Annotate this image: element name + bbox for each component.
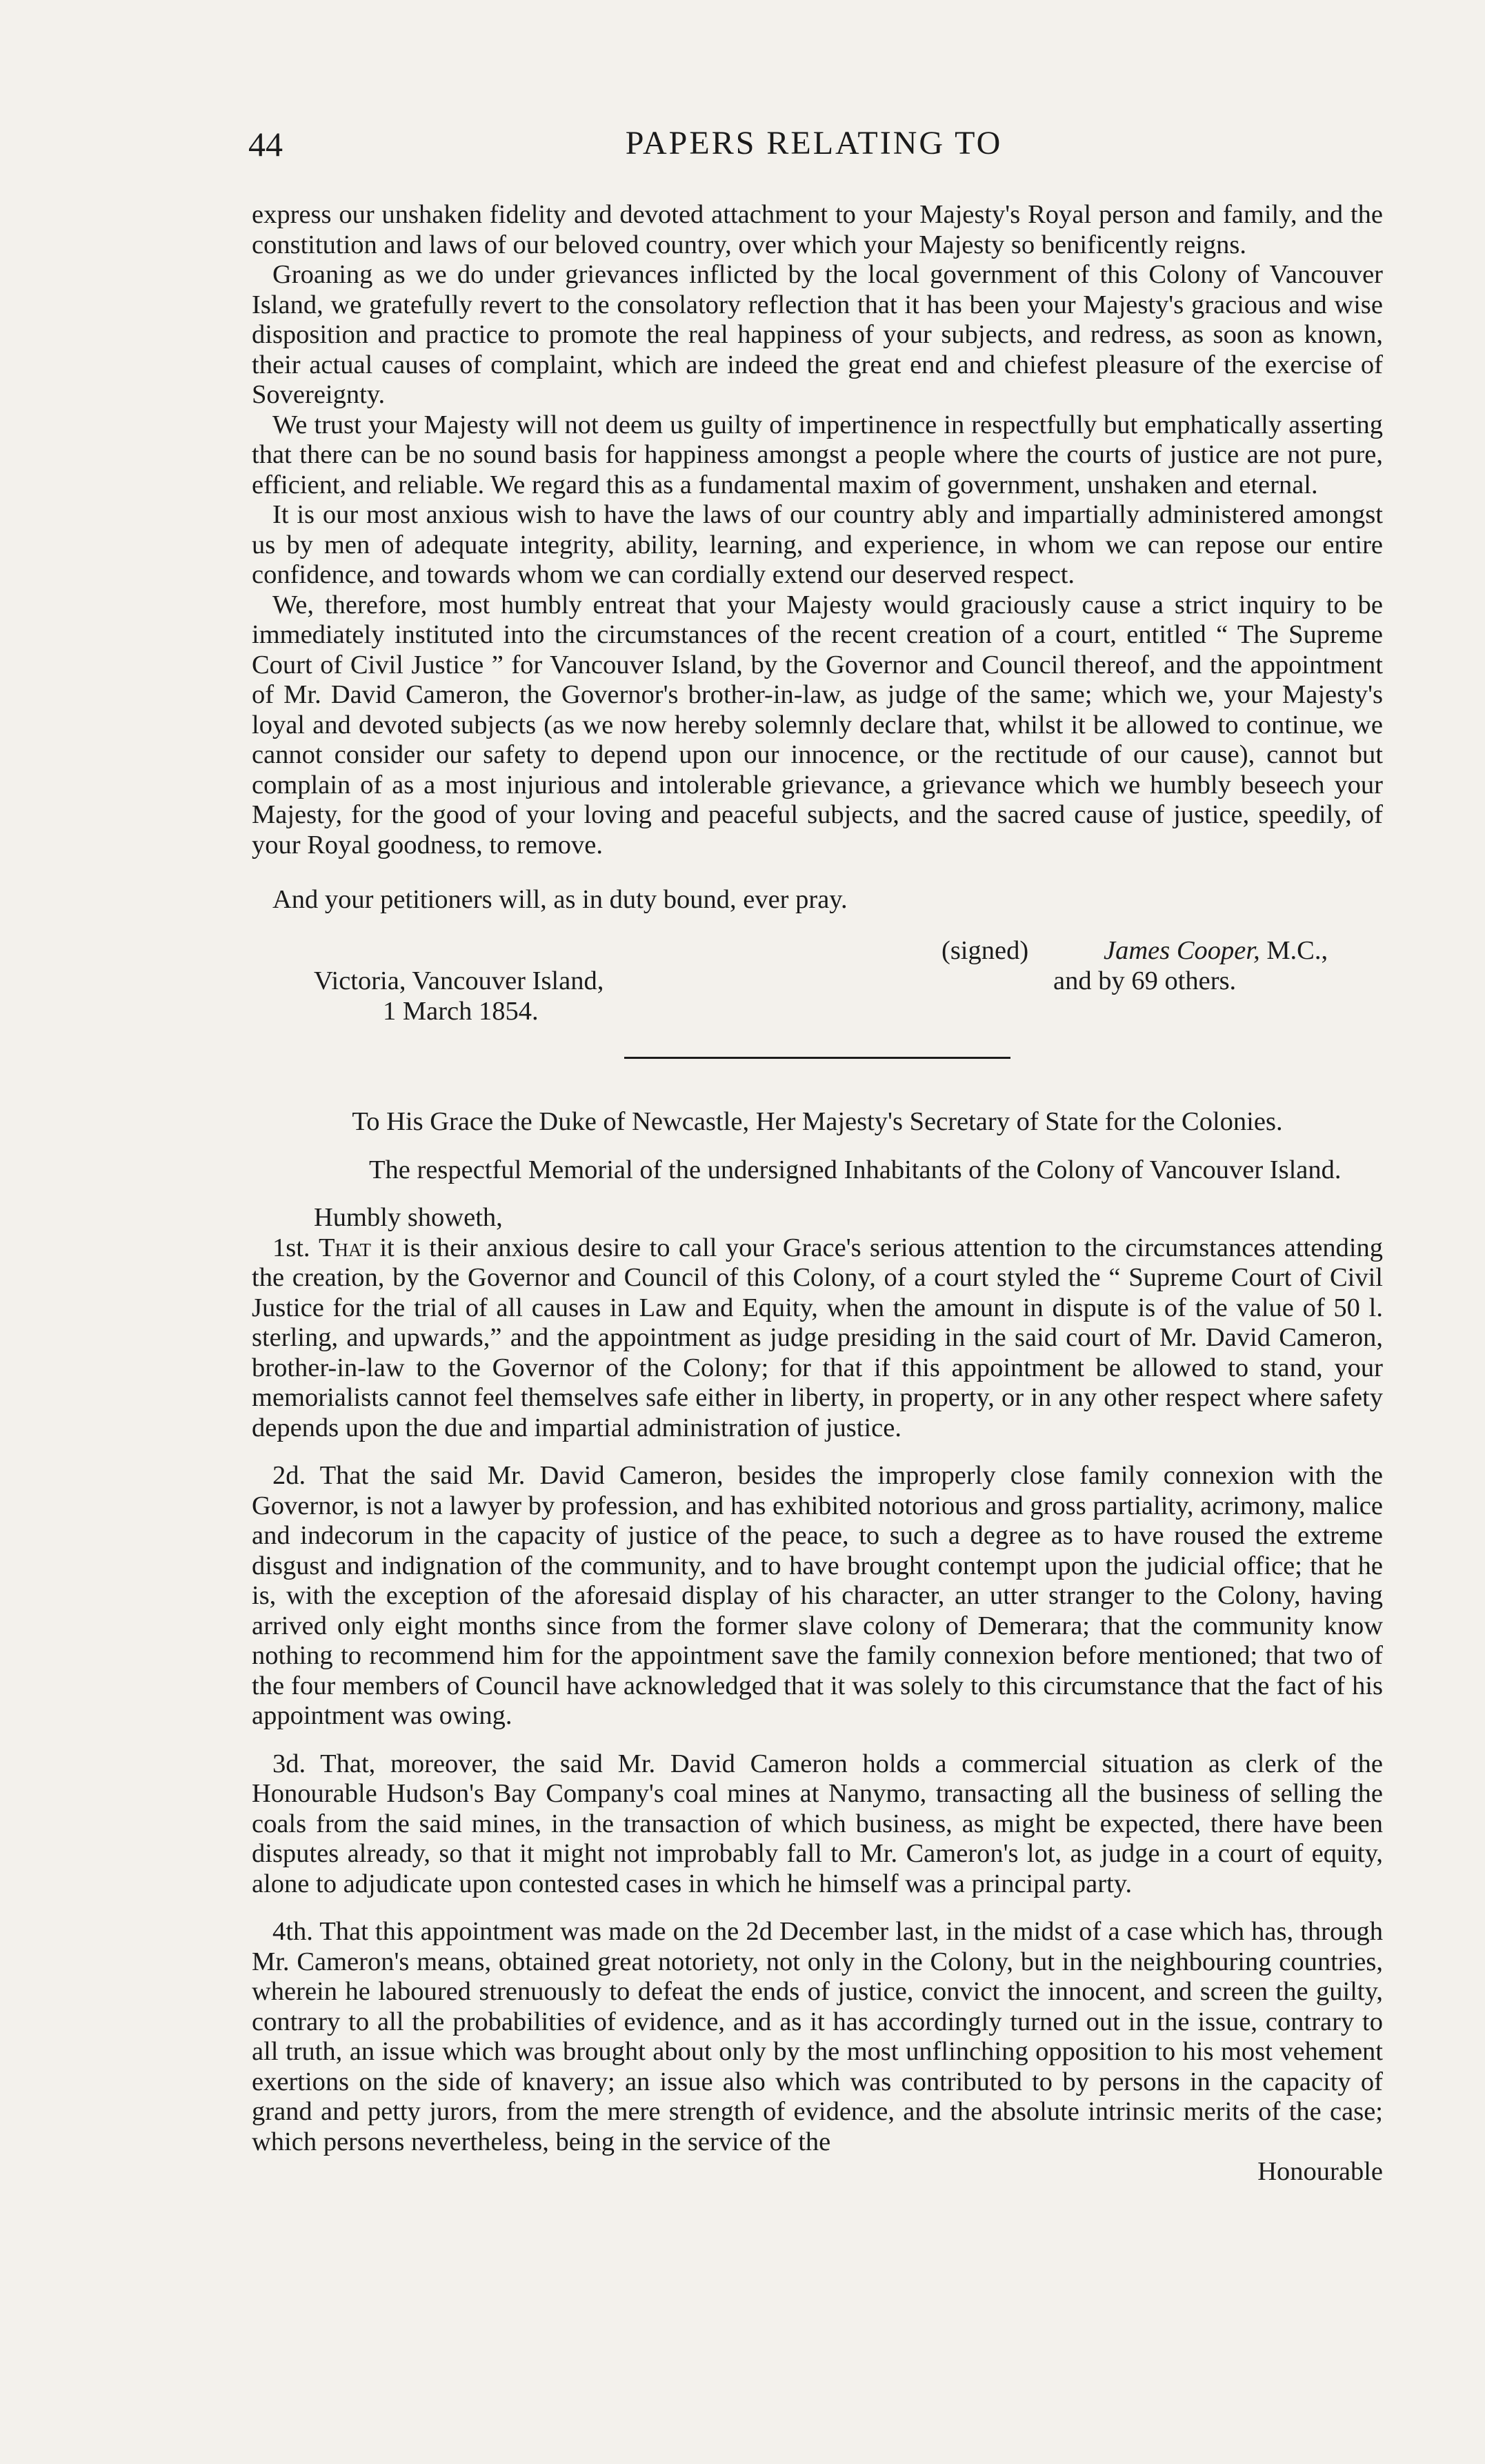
- petition-closing: And your petitioners will, as in duty bound, ever pray.: [272, 885, 848, 914]
- signature-block: [252, 936, 1383, 997]
- memorial-item: 4th. That this appointment was made on the 2d December last, in the midst of a case which has, through Mr. Cameron's means, obtained great notoriety, not only in the Colony, but in the neighbouring countries, wherein he laboured strenuously to defeat the ends of justice, convict the innocent, and screen the guilty, contrary to all the probabilities of evidence, and as it has accordingly turned out in the issue, contrary to all truth, an issue which was brought about only by the most unflinching opposition to his most vehement exertions on the side of knavery; an issue also which was contributed to by persons in the capacity of grand and petty jurors, from the mere strength of evidence, and the absolute intrinsic merits of the case; which persons nevertheless, being in the service of the: [252, 1917, 1383, 2156]
- signer-suffix: M.C.,: [1266, 935, 1328, 965]
- page-header: [248, 124, 1379, 172]
- page-body: [252, 200, 1383, 2187]
- petition-paragraph: Groaning as we do under grievances inflicted by the local government of this Colony of Vancouver Island, we gratefully revert to the consolatory reflection that it has been your Majesty's gracious and wise disposition and practice to promote the real happiness of your subjects, and redress, as soon as known, their actual causes of complaint, which are indeed the great end and chiefest pleasure of the exercise of Sovereignty.: [252, 260, 1383, 409]
- item-lead-word: That: [318, 1233, 371, 1262]
- signer-name: [1104, 936, 1328, 966]
- memorial-greeting: Humbly showeth,: [314, 1203, 503, 1232]
- section-divider: [624, 1057, 1010, 1059]
- item-text: it is their anxious desire to call your Grace's serious attention to the circumstances attending the creation, by the Governor and Council of this Colony, of a court styled the “ Supreme Court of Civil Justice for the trial of all causes in Law and Equity, when the amount in dispute is of the value of 50 l. sterling, and upwards,” and the appointment as judge presiding in the said court of Mr. David Cameron, brother-in-law to the Governor of the Colony; for that if this appointment be allowed to stand, your memorialists cannot feel themselves safe either in liberty, in property, or in any other respect where safety depends upon the due and impartial administration of justice.: [252, 1233, 1384, 1442]
- petition-paragraph: It is our most anxious wish to have the laws of our country ably and impartially administered amongst us by men of adequate integrity, ability, learning, and experience, in whom we can repose our entire confidence, and towards whom we can cordially extend our deserved respect.: [252, 500, 1383, 589]
- memorial-item: 2d. That the said Mr. David Cameron, besides the improperly close family connexion with the Governor, is not a lawyer by profession, and has exhibited notorious and gross partiality, acrimony, malice and indecorum in the capacity of justice of the peace, to such a degree as to have roused the extreme disgust and indignation of the community, and to have brought contempt upon the judicial office; that he is, with the exception of the aforesaid display of his character, an utter stranger to the Colony, having arrived only eight months since from the former slave colony of Demerara; that the community know nothing to recommend him for the appointment save the family connexion before mentioned; that two of the four members of Council have acknowledged that it was solely to this circumstance that the fact of his appointment was owing.: [252, 1461, 1383, 1730]
- signature-place: Victoria, Vancouver Island,: [314, 966, 604, 995]
- signed-label: (signed): [941, 935, 1029, 965]
- page-number: 44: [248, 125, 283, 163]
- signer-name-text: James Cooper,: [1104, 935, 1260, 965]
- petition-paragraph: We trust your Majesty will not deem us guilty of impertinence in respectfully but emphatically asserting that there can be no sound basis for happiness amongst a people where the courts of justice are not pure, efficient, and reliable. We regard this as a fundamental maxim of government, unshaken and eternal.: [252, 410, 1383, 499]
- running-title: PAPERS RELATING TO: [625, 125, 1003, 161]
- petition-paragraph: express our unshaken fidelity and devoted attachment to your Majesty's Royal person and family, and the constitution and laws of our beloved country, over which your Majesty so benificently reigns.: [252, 200, 1383, 259]
- memorial-item: 3d. That, moreover, the said Mr. David Cameron holds a commercial situation as clerk of the Honourable Hudson's Bay Company's coal mines at Nanymo, transacting all the business of selling the coals from the said mines, in the transaction of which business, as might be expected, there have been disputes already, so that it might not improbably fall to Mr. Cameron's lot, as judge in a court of equity, alone to adjudicate upon contested cases in which he himself was a principal party.: [252, 1749, 1383, 1898]
- memorial-title: The respectful Memorial of the undersigned Inhabitants of the Colony of Vancouver Island.: [369, 1155, 1342, 1184]
- item-number: 1st.: [272, 1233, 310, 1262]
- memorial-item: [252, 1233, 1383, 1444]
- petition-paragraph: We, therefore, most humbly entreat that your Majesty would graciously cause a strict inquiry to be immediately instituted into the circumstances of the recent creation of a court, entitled “ The Supreme Court of Civil Justice ” for Vancouver Island, by the Governor and Council thereof, and the appointment of Mr. David Cameron, the Governor's brother-in-law, as judge of the same; which we, your Majesty's loyal and devoted subjects (as we now hereby solemnly declare that, whilst it be allowed to continue, we cannot consider our safety to depend upon our innocence, or the rectitude of our cause), cannot but complain of as a most injurious and intolerable grievance, a grievance which we humbly beseech your Majesty, for the good of your loving and peaceful subjects, and the sacred cause of justice, speedily, of your Royal goodness, to remove.: [252, 590, 1383, 860]
- signer-others: and by 69 others.: [1053, 966, 1237, 995]
- memorial-address: To His Grace the Duke of Newcastle, Her Majesty's Secretary of State for the Colonies.: [352, 1107, 1283, 1136]
- signature-date: 1 March 1854.: [383, 996, 539, 1026]
- catchword: Honourable: [1257, 2157, 1383, 2186]
